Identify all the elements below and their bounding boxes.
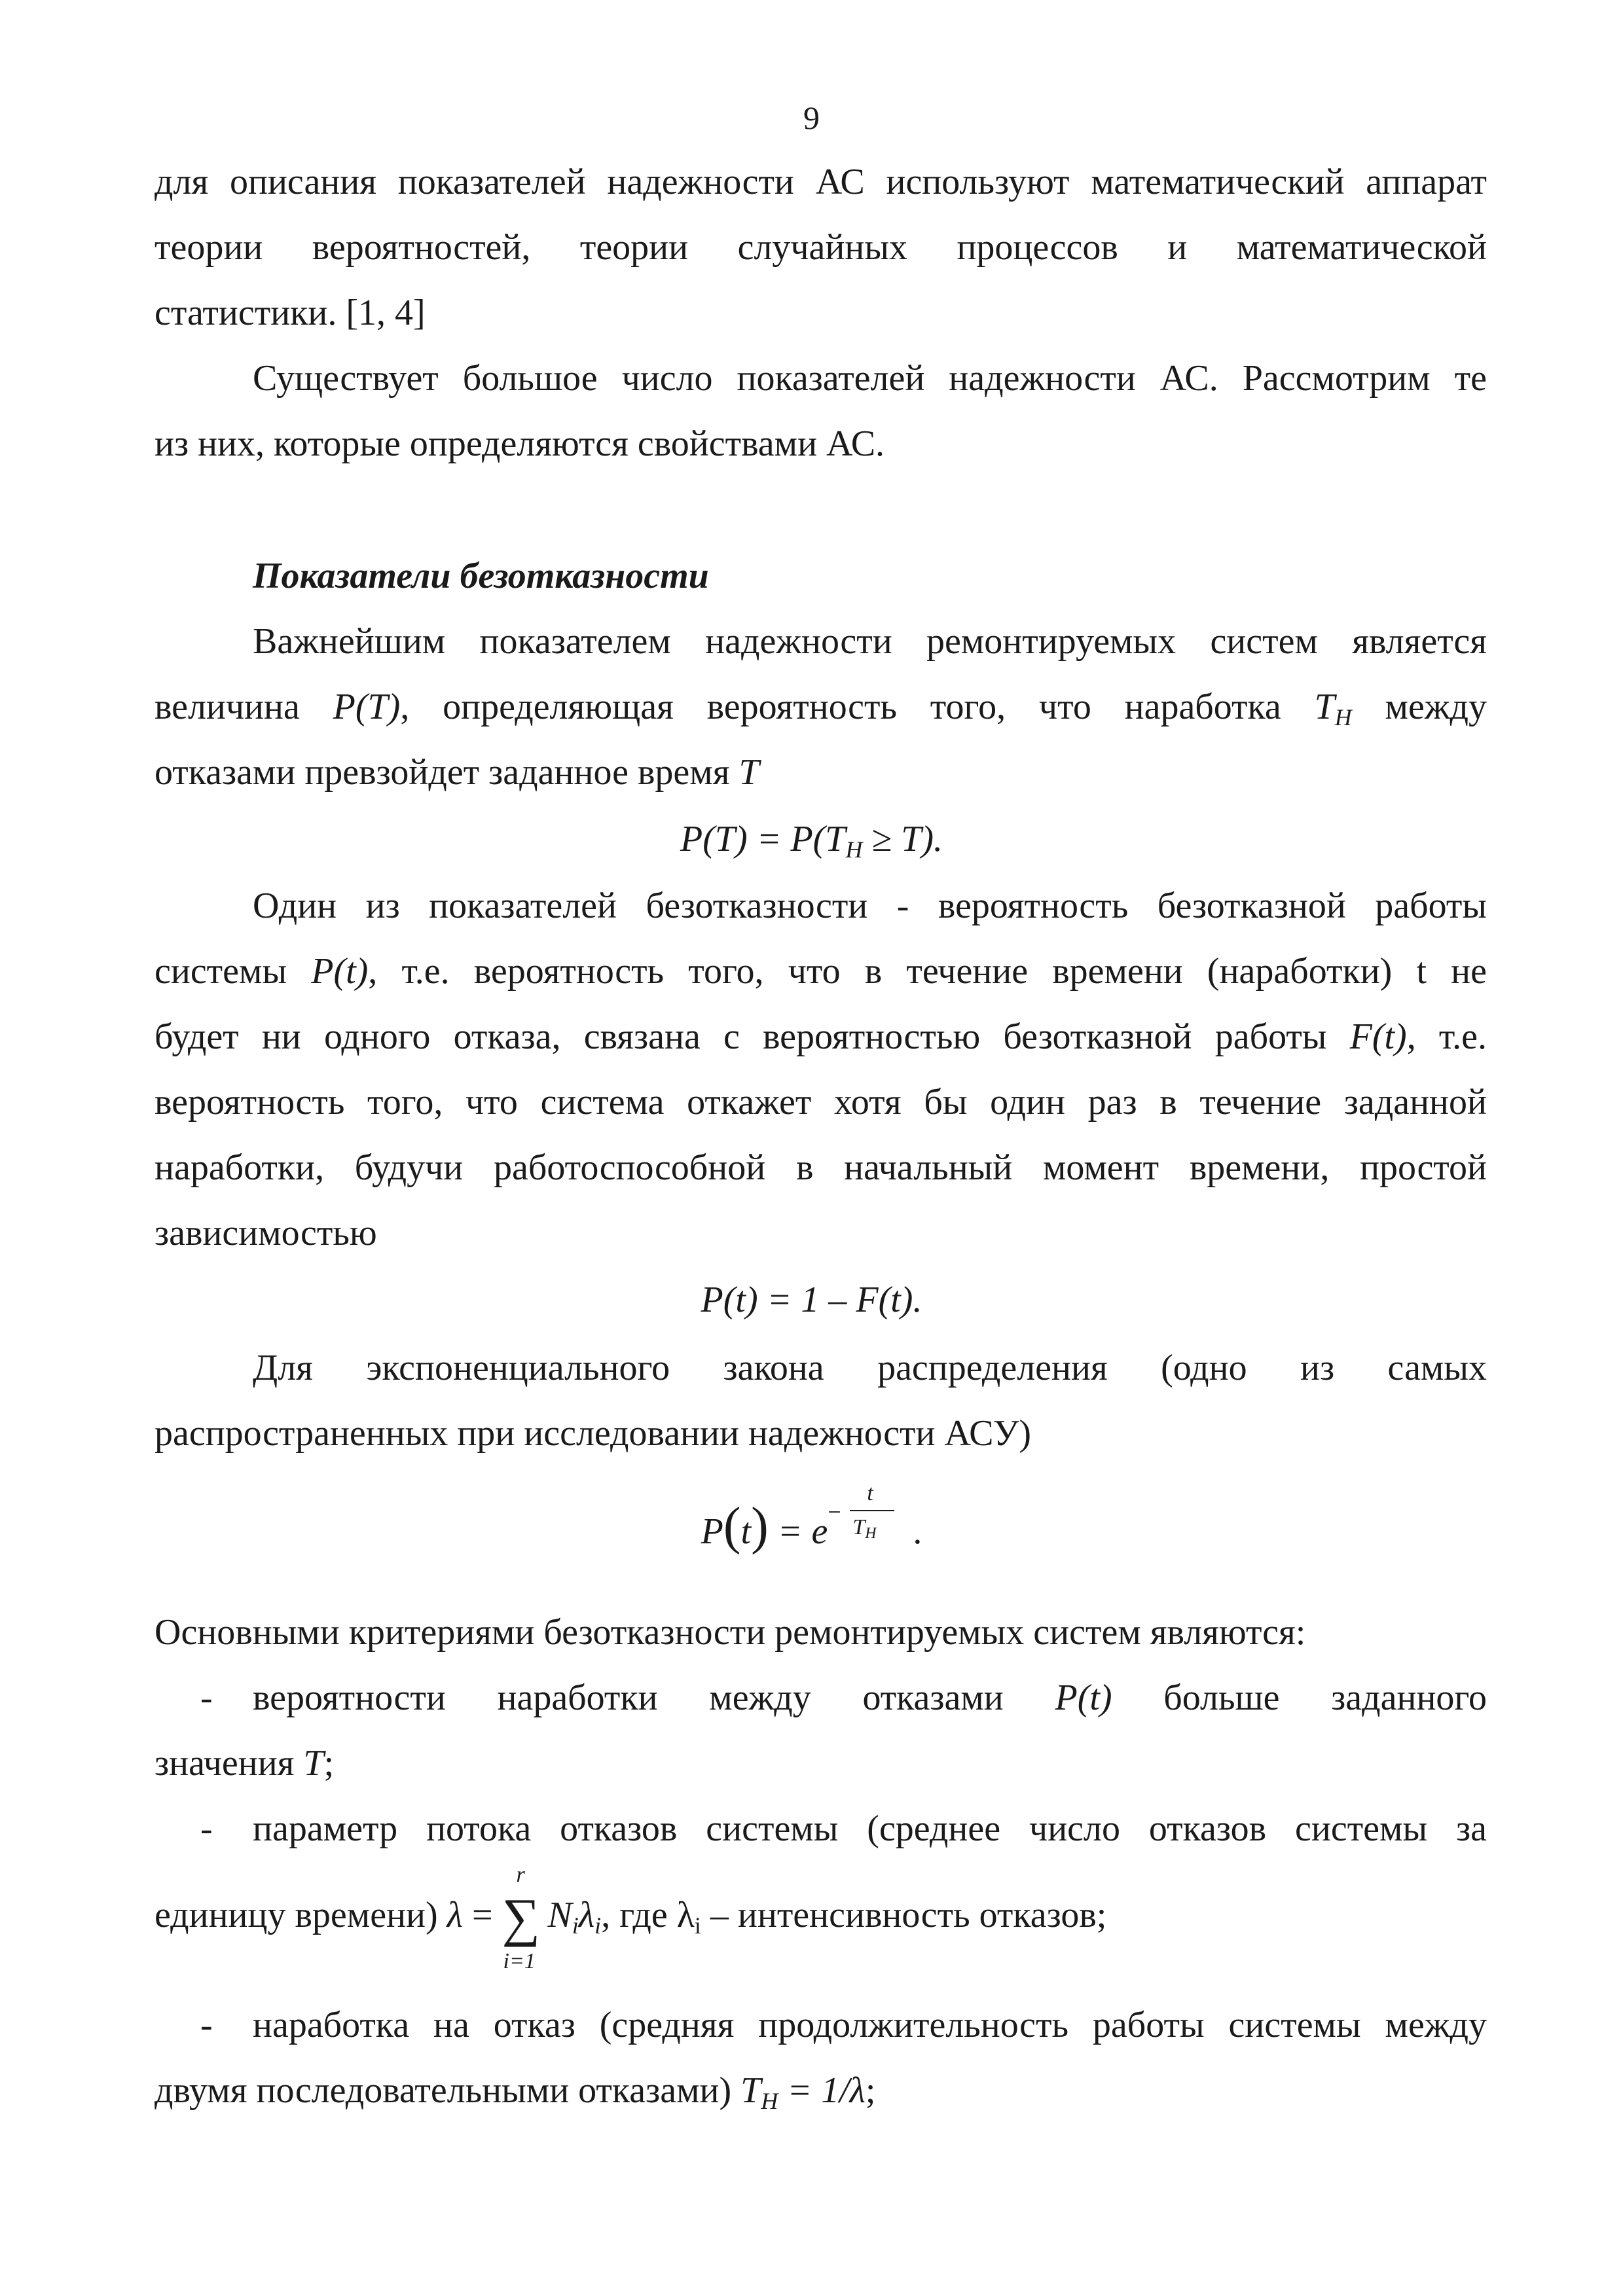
math-fragment: F(t) <box>1349 1016 1407 1057</box>
text-line: распространенных при исследовании надежности АСУ) <box>155 1413 1032 1454</box>
text-line <box>155 740 1487 805</box>
text-line: Важнейшим показателем надежности ремонтируемых систем является <box>253 621 1487 662</box>
text-fragment: будет ни одного отказа, связана с вероятностью безотказной работы <box>155 1016 1350 1057</box>
exponent-denominator: $T_H$ <box>852 1515 877 1542</box>
math-fragment: P(t) <box>311 951 369 992</box>
list-bullet: - <box>200 1677 213 1718</box>
page-number: 9 <box>803 99 820 136</box>
text-fragment: отказами превзойдет заданное время <box>155 752 739 793</box>
formula-part: ≥ T). <box>862 819 943 859</box>
text-line <box>155 674 1487 740</box>
text-line <box>155 2058 1487 2123</box>
text-fragment: значения <box>155 1743 304 1784</box>
formula-exponent <box>828 1481 913 1564</box>
text-line: теории вероятностей, теории случайных процессов и математической <box>155 227 1487 268</box>
text-line: вероятность того, что система откажет хотя бы один раз в течение заданной <box>155 1082 1487 1122</box>
text-line <box>155 939 1487 1004</box>
text-fragment: ; <box>865 2070 876 2111</box>
text-line <box>253 1665 1487 1731</box>
text-line <box>155 1004 1487 1069</box>
text-fragment: , где λ <box>601 1895 695 1935</box>
text-line <box>155 1731 1487 1796</box>
math-fragment: P(t) <box>1055 1677 1112 1718</box>
text-line: Один из показателей безотказности - вероятность безотказной работы <box>253 886 1487 926</box>
formula-part: λ <box>578 1895 595 1935</box>
formula-subscript: H <box>761 2088 778 2114</box>
formula-part: N <box>547 1895 572 1935</box>
formula-part: . <box>913 1511 922 1552</box>
formula-part: P <box>701 1511 723 1552</box>
formula-equals: = <box>462 1895 502 1935</box>
section-heading: Показатели безотказности <box>253 556 709 596</box>
text-fragment: , т.е. вероятность того, что в течение времени (наработки) t не <box>368 951 1487 992</box>
list-bullet: - <box>200 2005 213 2045</box>
text-line: статистики. [1, 4] <box>155 293 426 333</box>
formula-reliability <box>0 806 1623 872</box>
text-line: из них, которые определяются свойствами АС. <box>155 423 885 464</box>
formula-part: P(T) = P(T <box>680 819 846 859</box>
text-fragment: величина <box>155 687 333 727</box>
text-fragment: – интенсивность отказов; <box>701 1895 1107 1935</box>
text-line: наработки, будучи работоспособной в начальный момент времени, простой <box>155 1147 1487 1188</box>
text-fragment: , т.е. <box>1406 1016 1487 1057</box>
formula-subscript: H <box>845 836 863 863</box>
text-fragment: между <box>1351 687 1487 727</box>
math-subscript: H <box>1334 704 1352 730</box>
list-bullet: - <box>200 1808 213 1849</box>
formula-subscript: i <box>594 1912 602 1939</box>
math-fragment: T <box>739 752 759 793</box>
text-fragment: вероятности наработки между отказами <box>253 1677 1055 1718</box>
formula-probability: P(t) = 1 – F(t). <box>701 1280 922 1320</box>
formula-paren: ) <box>751 1498 769 1555</box>
formula-exponential <box>0 1481 1623 1564</box>
sum-lower-limit: i=1 <box>503 1949 536 1974</box>
text-line: зависимостью <box>155 1213 377 1253</box>
text-line: параметр потока отказов системы (среднее число отказов системы за <box>253 1808 1487 1849</box>
formula-part: = 1/λ <box>778 2070 866 2111</box>
text-fragment: двумя последовательными отказами) <box>155 2070 741 2111</box>
formula-part: = e <box>768 1511 828 1552</box>
formula-part: T <box>740 2070 761 2111</box>
formula-subscript: i <box>572 1912 579 1939</box>
text-fragment: больше заданного <box>1112 1677 1487 1718</box>
text-line: Существует большое число показателей надежности АС. Рассмотрим те <box>253 358 1487 399</box>
text-line: наработка на отказ (средняя продолжительность работы системы между <box>253 2005 1487 2045</box>
text-subscript: i <box>694 1912 701 1939</box>
fraction-bar <box>850 1510 894 1511</box>
formula-part: t <box>740 1511 752 1552</box>
exponent-numerator: t <box>867 1481 873 1505</box>
formula-lambda: λ <box>447 1895 463 1935</box>
text-line: Основными критериями безотказности ремонтируемых систем являются: <box>155 1612 1306 1653</box>
text-fragment: ; <box>323 1743 335 1784</box>
math-fragment: P(T) <box>333 687 401 727</box>
text-fragment: , определяющая вероятность того, что наработка <box>400 687 1315 727</box>
text-line: для описания показателей надежности АС используют математический аппарат <box>155 162 1487 202</box>
math-fragment: T <box>303 1743 324 1784</box>
text-fragment: системы <box>155 951 312 992</box>
exponent-minus: − <box>828 1499 841 1525</box>
text-line: Для экспоненциального закона распределения (одно из самых <box>253 1348 1487 1388</box>
text-line <box>155 1863 1487 1974</box>
math-fragment: T <box>1314 687 1335 727</box>
summation-sign <box>501 1863 548 1974</box>
text-fragment: единицу времени) <box>155 1895 447 1935</box>
formula-paren: ( <box>723 1498 741 1555</box>
sigma-symbol: ∑ <box>501 1888 540 1948</box>
sum-upper-limit: r <box>516 1863 525 1888</box>
